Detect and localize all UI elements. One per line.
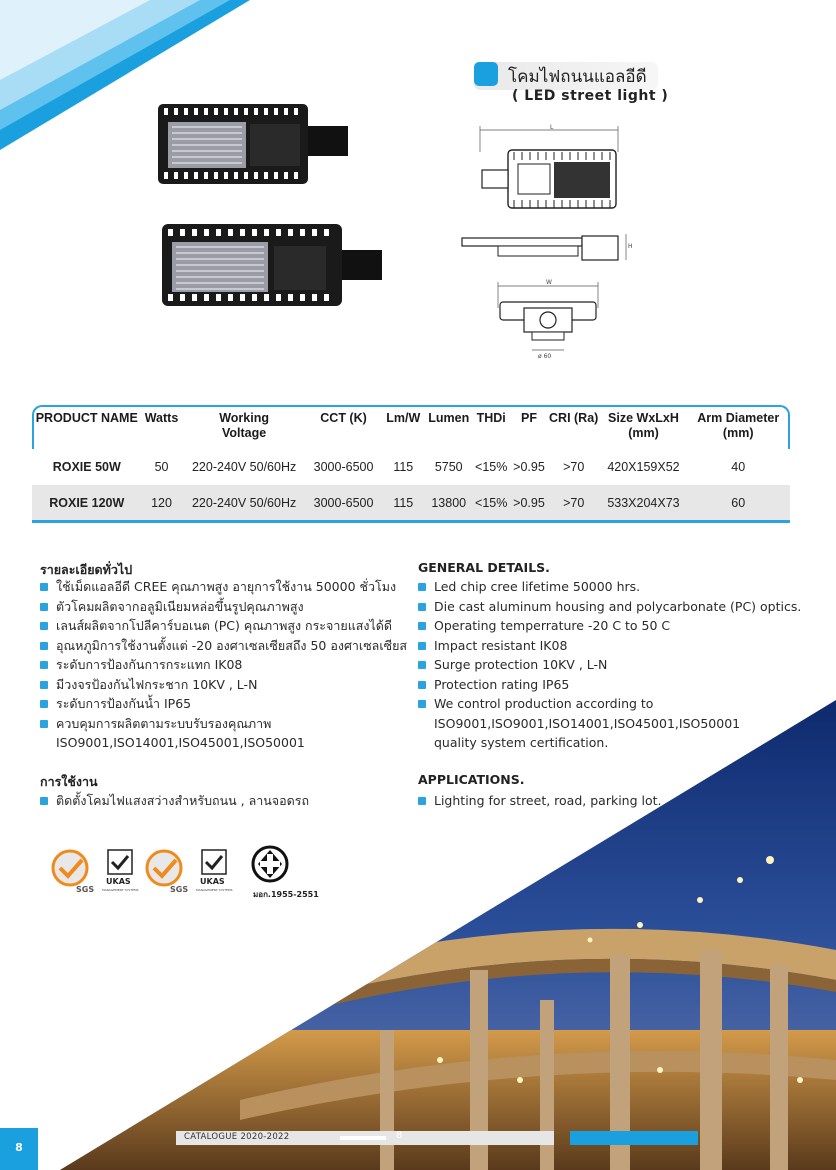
header-cct: CCT (K) bbox=[320, 411, 367, 425]
list-item: ระดับการป้องกันน้ำ IP65 bbox=[40, 694, 407, 714]
header-product-name: PRODUCT NAME bbox=[35, 411, 138, 425]
footer-divider bbox=[340, 1136, 386, 1140]
bullet-icon bbox=[418, 797, 426, 805]
ukas-certification-icon bbox=[100, 848, 140, 896]
header-thdi: THDi bbox=[476, 411, 506, 425]
details-list-english bbox=[418, 577, 801, 753]
details-list-thai bbox=[40, 577, 407, 753]
bullet-icon bbox=[418, 603, 426, 611]
applications-heading-english: APPLICATIONS. bbox=[418, 772, 525, 787]
list-item: ระดับการป้องกันการกระแทก IK08 bbox=[40, 655, 407, 675]
cell-cct: 3000-6500 bbox=[313, 460, 374, 474]
list-item: ควบคุมการผลิตตามระบบรับรองคุณภาพ bbox=[40, 714, 407, 734]
product-photo-50w bbox=[152, 100, 362, 190]
product-title-english: ( LED street light ) bbox=[512, 88, 669, 104]
details-heading-english: GENERAL DETAILS. bbox=[418, 560, 550, 575]
svg-text:SGS: SGS bbox=[170, 885, 189, 894]
length-label: L bbox=[550, 124, 554, 131]
list-item: Die cast aluminum housing and polycarbonate (PC) optics. bbox=[418, 597, 801, 617]
bullet-icon bbox=[418, 681, 426, 689]
sgs-certification-icon bbox=[48, 848, 96, 894]
bullet-icon bbox=[40, 700, 48, 708]
footer-catalogue-label: CATALOGUE 2020-2022 bbox=[184, 1132, 290, 1142]
cell-cri: >70 bbox=[563, 460, 585, 474]
applications-list-thai bbox=[40, 791, 309, 811]
product-photo-120w bbox=[158, 220, 398, 310]
details-heading-thai: รายละเอียดทั่วไป bbox=[40, 562, 133, 577]
bullet-icon bbox=[418, 661, 426, 669]
cell-arm-diameter: 40 bbox=[731, 460, 746, 474]
header-lm-w: Lm/W bbox=[386, 411, 421, 425]
product-title-thai: โคมไฟถนนแอลอีดี bbox=[508, 67, 647, 87]
table-row bbox=[32, 449, 790, 485]
list-item: เลนส์ผลิตจากโปลีคาร์บอเนต (PC) คุณภาพสูง กระจายแสงได้ดี bbox=[40, 616, 407, 636]
cell-lm-w: 115 bbox=[380, 485, 426, 521]
cell-size: 420X159X52 bbox=[607, 460, 680, 474]
table-row bbox=[32, 485, 790, 521]
bullet-icon bbox=[418, 583, 426, 591]
cell-watts: 120 bbox=[142, 485, 182, 521]
drawing-side-view bbox=[458, 228, 634, 264]
svg-text:MANAGEMENT SYSTEMS: MANAGEMENT SYSTEMS bbox=[196, 888, 233, 892]
bullet-icon bbox=[40, 583, 48, 591]
list-item: มีวงจรป้องกันไฟกระชาก 10KV , L-N bbox=[40, 675, 407, 695]
list-item: Surge protection 10KV , L-N bbox=[418, 655, 801, 675]
cell-cri: >70 bbox=[547, 485, 601, 521]
cell-lumen: 5750 bbox=[434, 460, 463, 474]
title-accent-square bbox=[474, 62, 498, 86]
bullet-icon bbox=[40, 720, 48, 728]
cell-voltage: 220-240V 50/60Hz bbox=[191, 460, 297, 474]
header-pf: PF bbox=[521, 411, 537, 425]
cell-lumen: 13800 bbox=[426, 485, 471, 521]
svg-text:MANAGEMENT SYSTEMS: MANAGEMENT SYSTEMS bbox=[102, 888, 139, 892]
cell-watts: 50 bbox=[154, 460, 169, 474]
cell-voltage: 220-240V 50/60Hz bbox=[182, 485, 307, 521]
footer-accent-bar bbox=[570, 1131, 698, 1145]
applications-heading-thai: การใช้งาน bbox=[40, 774, 98, 789]
bullet-icon bbox=[418, 622, 426, 630]
bullet-icon bbox=[40, 642, 48, 650]
header-watts: Watts bbox=[144, 411, 179, 425]
cell-product-name: ROXIE 120W bbox=[32, 485, 142, 521]
street-light-bridge-photo bbox=[0, 700, 836, 1170]
drawing-front-view bbox=[494, 278, 604, 360]
tis-standard-label: มอก.1955-2551 bbox=[253, 890, 319, 899]
spec-table-container bbox=[32, 405, 790, 521]
svg-text:SGS: SGS bbox=[76, 885, 95, 894]
bullet-icon bbox=[418, 700, 426, 708]
table-bottom-rule bbox=[32, 520, 790, 523]
ukas-certification-icon-2 bbox=[194, 848, 234, 896]
cell-size: 533X204X73 bbox=[601, 485, 687, 521]
cell-arm-diameter: 60 bbox=[686, 485, 790, 521]
list-item: ตัวโคมผลิตจากอลูมิเนียมหล่อขึ้นรูปคุณภาพสูง bbox=[40, 597, 407, 617]
bullet-icon bbox=[40, 622, 48, 630]
header-lumen: Lumen bbox=[428, 411, 470, 425]
table-header-row bbox=[32, 405, 790, 449]
bullet-icon bbox=[40, 661, 48, 669]
spec-table bbox=[32, 405, 790, 521]
applications-list-english bbox=[418, 791, 662, 811]
bullet-icon bbox=[40, 797, 48, 805]
bullet-icon bbox=[40, 681, 48, 689]
list-item: Protection rating IP65 bbox=[418, 675, 801, 695]
diameter-label: ø 60 bbox=[538, 353, 552, 360]
bullet-icon bbox=[40, 603, 48, 611]
list-item: Operating temperrature -20 C to 50 C bbox=[418, 616, 801, 636]
list-item: Led chip cree lifetime 50000 hrs. bbox=[418, 577, 801, 597]
cell-thdi: <15% bbox=[475, 460, 508, 474]
cell-thdi: <15% bbox=[471, 485, 511, 521]
footer-center-number: 8 bbox=[396, 1130, 403, 1141]
list-item-continuation: ISO9001,ISO14001,ISO45001,ISO50001 bbox=[56, 735, 305, 750]
list-item: Impact resistant IK08 bbox=[418, 636, 801, 656]
header-working-voltage: Working Voltage bbox=[219, 411, 269, 440]
sgs-certification-icon-2 bbox=[142, 848, 190, 894]
cell-cct: 3000-6500 bbox=[307, 485, 381, 521]
list-item: We control production according to bbox=[418, 694, 801, 714]
height-label: H bbox=[628, 243, 633, 250]
list-item: ใช้เม็ดแอลอีดี CREE คุณภาพสูง อายุการใช้งาน 50000 ชั่วโมง bbox=[40, 577, 407, 597]
cell-pf: >0.95 bbox=[513, 460, 545, 474]
page-number: 8 bbox=[0, 1128, 38, 1170]
bullet-icon bbox=[418, 642, 426, 650]
svg-text:UKAS: UKAS bbox=[106, 877, 131, 886]
list-item: ติดตั้งโคมไฟแสงสว่างสำหรับถนน , ลานจอดรถ bbox=[40, 791, 309, 811]
tis-standard-icon bbox=[250, 844, 290, 884]
list-item: อุณหภูมิการใช้งานตั้งแต่ -20 องศาเซลเซียสถึง 50 องศาเซลเซียส bbox=[40, 636, 407, 656]
cell-pf: >0.95 bbox=[511, 485, 547, 521]
svg-text:UKAS: UKAS bbox=[200, 877, 225, 886]
header-size: Size WxLxH (mm) bbox=[608, 411, 679, 440]
cell-lm-w: 115 bbox=[393, 460, 414, 474]
cell-product-name: ROXIE 50W bbox=[52, 460, 121, 474]
width-label: W bbox=[546, 279, 552, 286]
list-item-continuation: ISO9001,ISO9001,ISO14001,ISO45001,ISO50001 bbox=[434, 715, 741, 731]
list-item-continuation: quality system certification. bbox=[434, 735, 609, 750]
list-item: Lighting for street, road, parking lot. bbox=[418, 791, 662, 811]
drawing-top-view bbox=[474, 124, 624, 214]
header-cri: CRI (Ra) bbox=[549, 411, 599, 425]
header-arm-diameter: Arm Diameter (mm) bbox=[697, 411, 780, 440]
